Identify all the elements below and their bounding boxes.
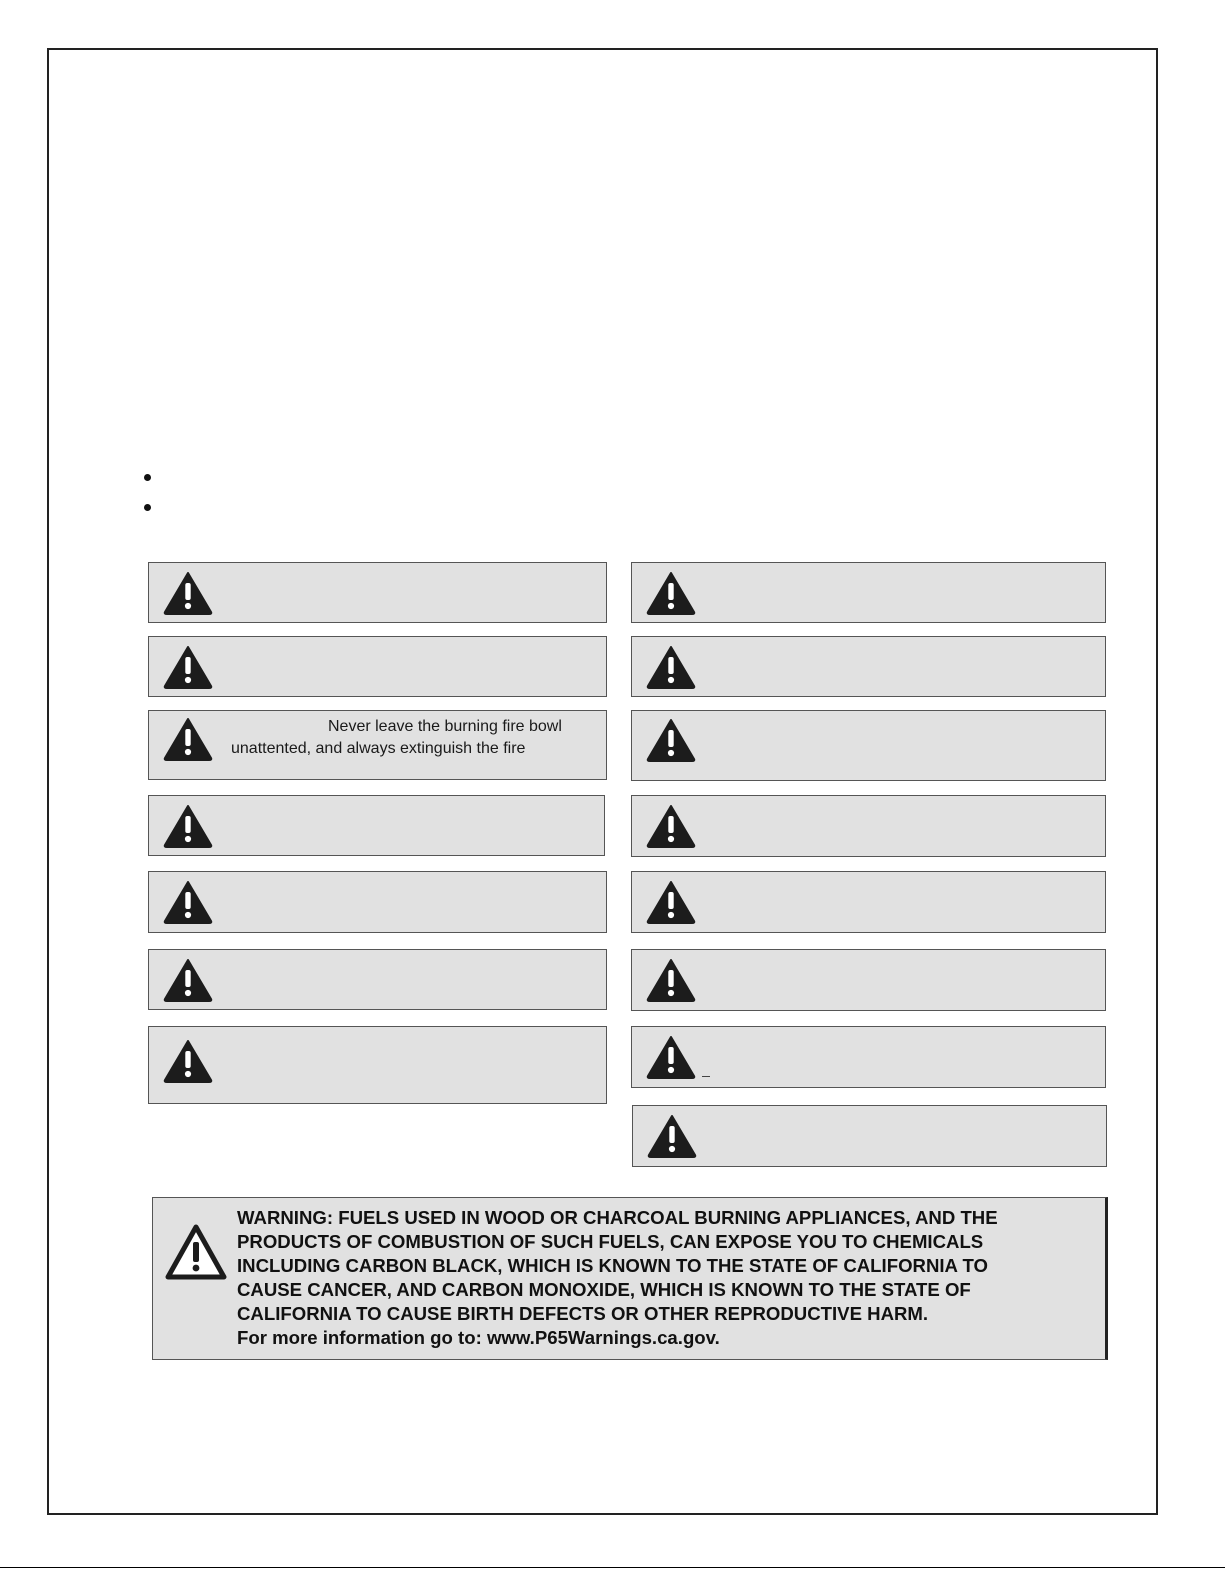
stray-mark	[702, 1076, 710, 1077]
warning-triangle-icon	[163, 880, 213, 924]
warning-box	[631, 636, 1106, 697]
warning-triangle-icon	[646, 718, 696, 762]
warning-triangle-icon	[163, 958, 213, 1002]
prop65-line: CALIFORNIA TO CAUSE BIRTH DEFECTS OR OTHER REPRODUCTIVE HARM.	[237, 1303, 929, 1324]
warning-triangle-icon	[163, 717, 213, 761]
warning-box	[148, 562, 607, 623]
warning-triangle-icon	[647, 1114, 697, 1158]
warning-triangle-icon	[163, 645, 213, 689]
warning-triangle-icon	[646, 804, 696, 848]
warning-triangle-icon	[163, 571, 213, 615]
prop65-line: PRODUCTS OF COMBUSTION OF SUCH FUELS, CAN EXPOSE YOU TO CHEMICALS	[237, 1231, 984, 1252]
warning-box	[631, 795, 1106, 857]
prop65-line: WARNING: FUELS USED IN WOOD OR CHARCOAL BURNING APPLIANCES, AND THE	[237, 1207, 998, 1228]
warning-box	[631, 871, 1106, 933]
warning-triangle-icon	[646, 1035, 696, 1079]
warning-box	[148, 795, 605, 856]
warning-text-line: Never leave the burning fire bowl	[328, 718, 562, 735]
warning-text-line: unattented, and always extinguish the fire	[231, 740, 526, 757]
page-bottom-rule	[0, 1567, 1225, 1568]
warning-box	[631, 710, 1106, 781]
warning-box	[631, 949, 1106, 1011]
warning-triangle-icon	[646, 645, 696, 689]
warning-triangle-icon	[163, 1039, 213, 1083]
prop65-line: CAUSE CANCER, AND CARBON MONOXIDE, WHICH IS KNOWN TO THE STATE OF	[237, 1279, 971, 1300]
warning-triangle-icon	[646, 958, 696, 1002]
warning-box	[148, 949, 607, 1010]
bullet-point	[144, 474, 151, 481]
outline-warning-triangle-icon	[165, 1224, 227, 1280]
warning-triangle-icon	[163, 804, 213, 848]
prop65-warning-text	[237, 1206, 1097, 1350]
warning-box	[148, 636, 607, 697]
warning-box	[631, 562, 1106, 623]
warning-triangle-icon	[646, 571, 696, 615]
prop65-line: INCLUDING CARBON BLACK, WHICH IS KNOWN TO THE STATE OF CALIFORNIA TO	[237, 1255, 988, 1276]
bullet-point	[144, 504, 151, 511]
warning-box	[631, 1026, 1106, 1088]
warning-box	[632, 1105, 1107, 1167]
prop65-info-link: For more information go to: www.P65Warnings.ca.gov.	[237, 1327, 720, 1348]
warning-box	[148, 871, 607, 933]
warning-triangle-icon	[646, 880, 696, 924]
warning-box	[148, 1026, 607, 1104]
warning-box	[148, 710, 607, 780]
prop65-warning-box	[152, 1197, 1108, 1360]
